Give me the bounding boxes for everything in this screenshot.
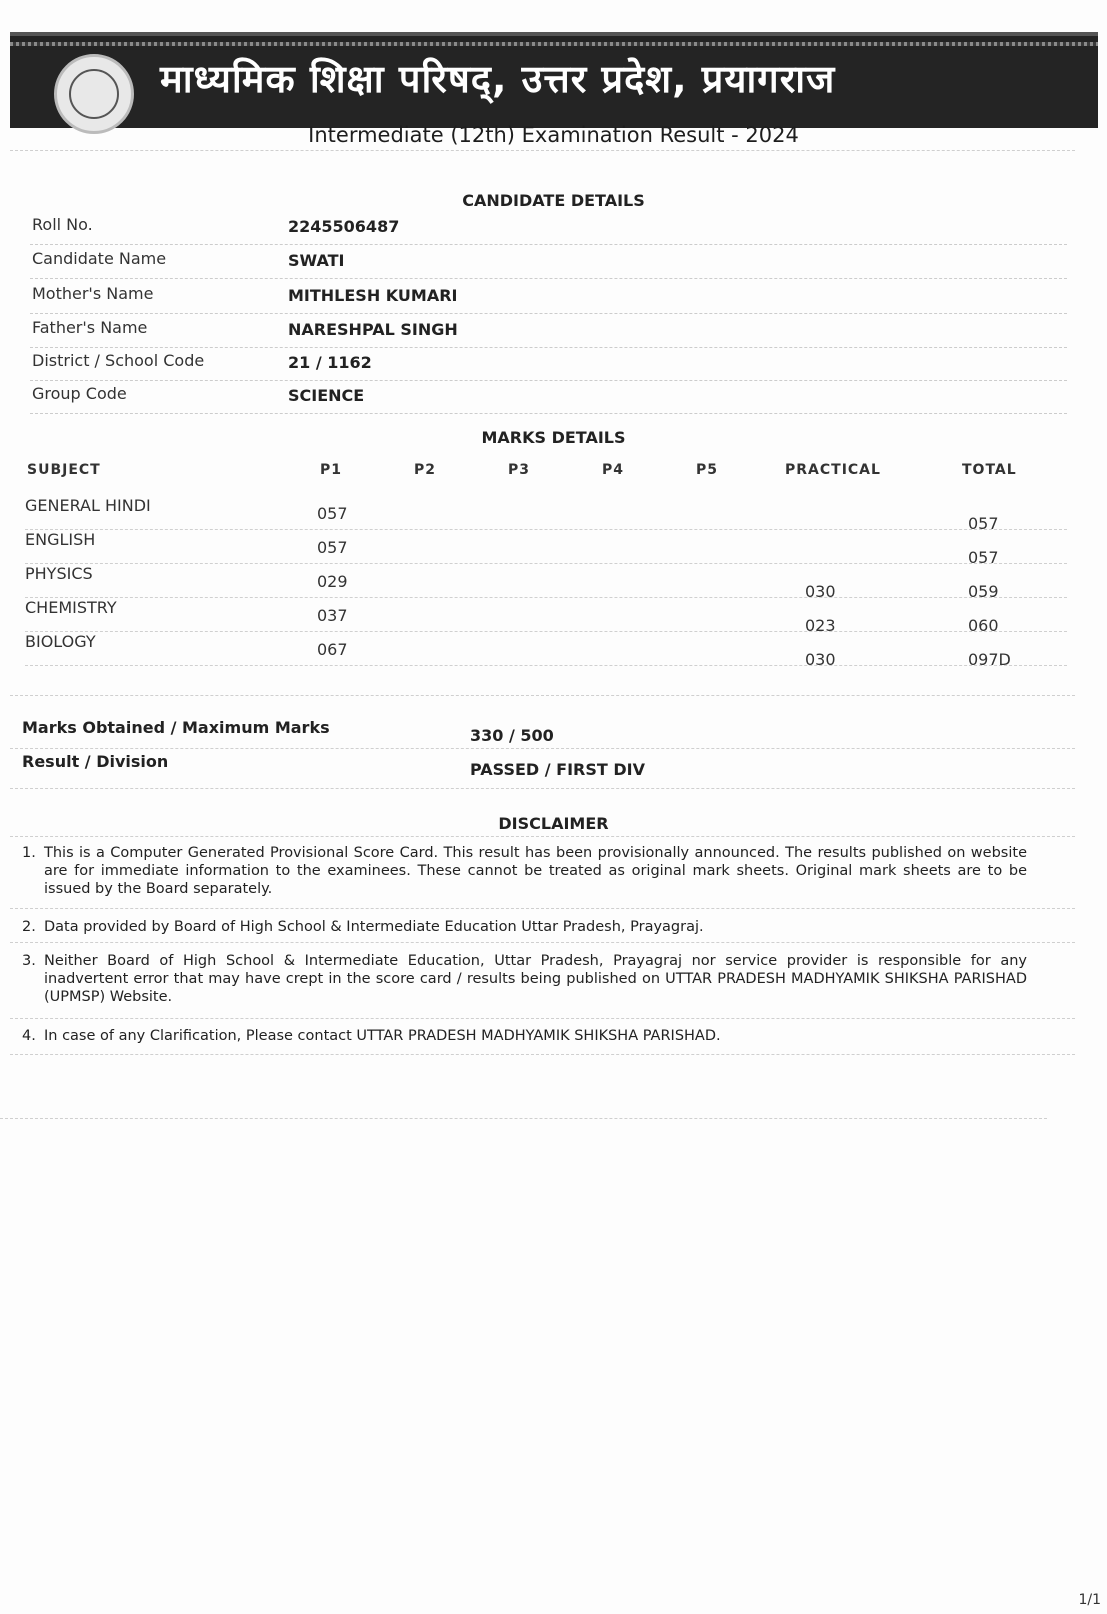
practical-mark: 030 (805, 582, 836, 601)
col-header-total: TOTAL (962, 462, 1017, 478)
col-header-p1: P1 (320, 462, 343, 478)
field-value: 21 / 1162 (288, 353, 372, 372)
disclaimer-item (20, 1027, 1027, 1047)
subject-name: GENERAL HINDI (25, 496, 151, 515)
subject-name: BIOLOGY (25, 632, 96, 651)
candidate-row-roll-no (30, 215, 1067, 245)
candidate-row-mother (30, 284, 1067, 314)
disclaimer-item (20, 952, 1027, 1010)
total-mark: 057 (968, 514, 999, 533)
p1-mark: 067 (317, 640, 348, 659)
disclaimer-number: 1. (22, 845, 36, 861)
table-row (25, 496, 1067, 533)
disclaimer-item (20, 844, 1027, 902)
up-govt-emblem-icon (54, 54, 134, 134)
result-division-label: Result / Division (22, 752, 169, 771)
total-mark: 059 (968, 582, 999, 601)
field-label: Mother's Name (32, 284, 154, 303)
subject-name: PHYSICS (25, 564, 93, 583)
header-banner (10, 32, 1098, 128)
field-value: 2245506487 (288, 217, 400, 236)
p1-mark: 057 (317, 504, 348, 523)
subject-name: ENGLISH (25, 530, 96, 549)
disclaimer-text: This is a Computer Generated Provisional Score Card. This result has been provisionally announced. The results published on website are for immediate information to the examinees. These cannot be treated as original mark sheets. Original mark sheets are to be issued by the Board separately. (44, 845, 1027, 897)
field-label: District / School Code (32, 351, 205, 370)
marks-obtained-label: Marks Obtained / Maximum Marks (22, 718, 330, 737)
disclaimer-number: 2. (22, 919, 36, 935)
field-label: Candidate Name (32, 249, 167, 268)
field-value: SWATI (288, 251, 345, 270)
p1-mark: 037 (317, 606, 348, 625)
disclaimer-text: Data provided by Board of High School & Intermediate Education Uttar Pradesh, Prayagraj. (44, 919, 704, 935)
field-value: MITHLESH KUMARI (288, 286, 458, 305)
practical-mark: 023 (805, 616, 836, 635)
disclaimer-item (20, 918, 1027, 938)
table-row (25, 598, 1067, 635)
disclaimer-heading: DISCLAIMER (498, 814, 609, 833)
table-row (25, 530, 1067, 567)
candidate-details-heading: CANDIDATE DETAILS (462, 191, 645, 210)
page-number: 1/1 (1078, 1592, 1101, 1608)
total-mark: 060 (968, 616, 999, 635)
total-mark: 057 (968, 548, 999, 567)
exam-title: Intermediate (12th) Examination Result - 2024 (308, 123, 799, 147)
p1-mark: 029 (317, 572, 348, 591)
field-label: Father's Name (32, 318, 148, 337)
disclaimer-text: In case of any Clarification, Please contact UTTAR PRADESH MADHYAMIK SHIKSHA PARISHAD. (44, 1028, 721, 1044)
subject-name: CHEMISTRY (25, 598, 117, 617)
table-row (25, 632, 1067, 669)
field-label: Group Code (32, 384, 127, 403)
col-header-p4: P4 (602, 462, 625, 478)
p1-mark: 057 (317, 538, 348, 557)
candidate-row-group (30, 384, 1067, 414)
marks-details-heading: MARKS DETAILS (481, 428, 626, 447)
field-value: NARESHPAL SINGH (288, 320, 458, 339)
result-division-value: PASSED / FIRST DIV (470, 760, 645, 779)
marks-obtained-value: 330 / 500 (470, 726, 554, 745)
col-header-p2: P2 (414, 462, 437, 478)
practical-mark: 030 (805, 650, 836, 669)
candidate-row-father (30, 318, 1067, 348)
disclaimer-number: 4. (22, 1028, 36, 1044)
col-header-subject: SUBJECT (27, 462, 101, 478)
board-name: माध्यमिक शिक्षा परिषद्, उत्तर प्रदेश, प्रयागराज (160, 57, 836, 101)
table-row (25, 564, 1067, 601)
total-mark: 097D (968, 650, 1011, 669)
field-label: Roll No. (32, 215, 93, 234)
candidate-row-district-school (30, 351, 1067, 381)
col-header-p3: P3 (508, 462, 531, 478)
field-value: SCIENCE (288, 386, 365, 405)
disclaimer-number: 3. (22, 953, 36, 969)
candidate-row-name (30, 249, 1067, 279)
col-header-practical: PRACTICAL (785, 462, 881, 478)
disclaimer-text: Neither Board of High School & Intermediate Education, Uttar Pradesh, Prayagraj nor service provider is responsible for any inadvertent error that may have crept in the score card / results being published on UTTAR PRADESH MADHYAMIK SHIKSHA PARISHAD (UPMSP) Website. (44, 953, 1027, 1005)
col-header-p5: P5 (696, 462, 719, 478)
